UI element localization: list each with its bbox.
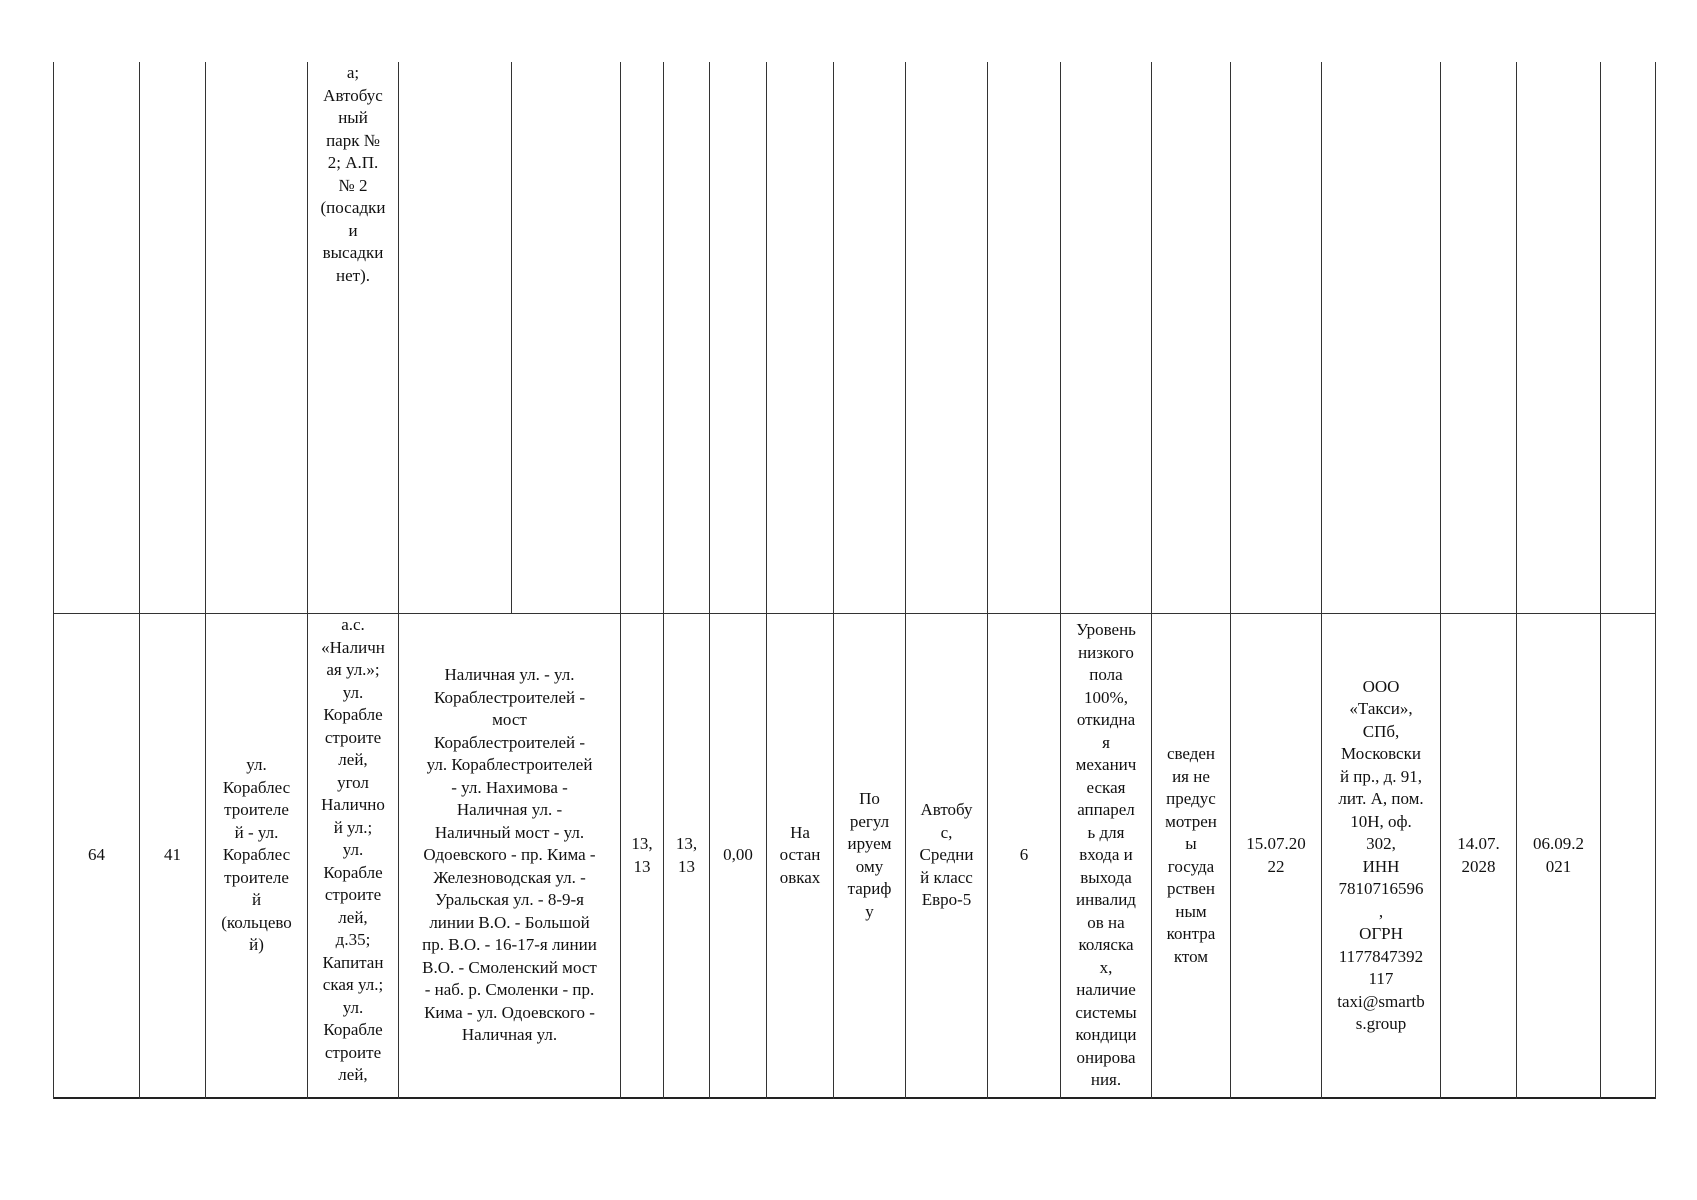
stops-cell: а.с. «Наличн ая ул.»; ул. Корабле строите лей, угол Налично й ул.; ул. Корабле строите лей, д.35; Капитан ская ул.; ул. Корабле строите лей,: [321, 615, 385, 1084]
length-back-cell: 13, 13: [675, 834, 698, 876]
col-border-upper: [511, 62, 512, 614]
features-cell: Уровень низкого пола 100%, откидна я механич еская аппарел ь для входа и выхода инвалид ов на коляска х, наличие системы кондици онирова ния.: [1075, 620, 1137, 1090]
col-border: [1600, 62, 1601, 1099]
table-bottom-border: [53, 1097, 1656, 1099]
route-number-cell: 41: [164, 845, 181, 865]
contract-info-cell: сведен ия не предус мотрен ы госуда рствен ным контра ктом: [1165, 744, 1217, 966]
count-cell: 6: [1019, 845, 1029, 865]
start-date-cell: 15.07.20 22: [1246, 834, 1306, 876]
carrier-cell: ООО «Такси», СПб, Московски й пр., д. 91, лит. А, пом. 10Н, оф. 302, ИНН 7810716596 , ОГРН 1177847392 117 taxi@smartb s.group: [1337, 676, 1425, 1033]
tariff-cell: По регул ируем ому тариф у: [847, 789, 892, 921]
date-2021-cell: 06.09.2 021: [1533, 834, 1584, 876]
row-number-cell: 64: [88, 845, 105, 865]
vehicle-cell: Автобу с, Средни й класс Евро-5: [919, 800, 974, 910]
streets-cell: Наличная ул. - ул. Кораблестроителей - мост Кораблестроителей - ул. Кораблестроителей - ул. Нахимова - Наличная ул. - Наличный мост - ул. Одоевского - пр. Кима - Железноводская ул. - Уральская ул. - 8-9-я линии В.О. - Большой пр. В.О. - 16-17-я линии В.О. - Смоленский мост - наб. р. Смоленки - пр. Кима - ул. Одоевского - Наличная ул.: [422, 665, 597, 1045]
route-name-cell: ул. Кораблес троителе й - ул. Кораблес троителе й (кольцево й): [221, 755, 292, 955]
value-cell: 0,00: [723, 845, 753, 865]
col-border: [1655, 62, 1656, 1099]
length-forward-cell: 13, 13: [631, 834, 653, 876]
cont-stops-cell: а; Автобус ный парк № 2; А.П. № 2 (посадки и высадки нет).: [320, 63, 386, 285]
stop-order-cell: На остан овках: [779, 822, 821, 887]
end-date-cell: 14.07. 2028: [1457, 834, 1500, 876]
